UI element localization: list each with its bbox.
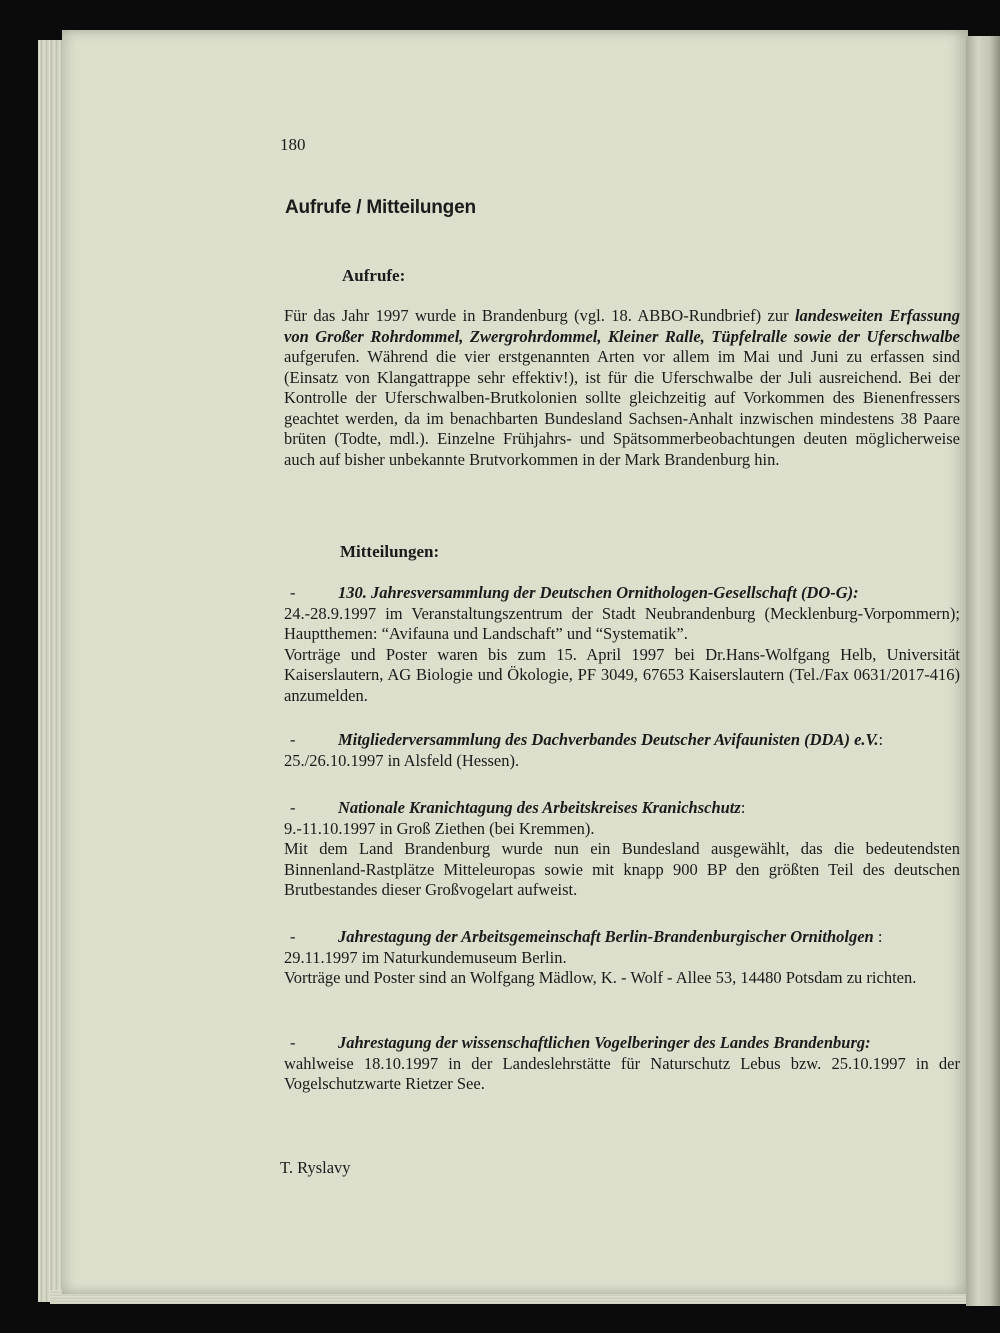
aufrufe-text-before: Für das Jahr 1997 wurde in Brandenburg (vgl. 18. ABBO-Rundbrief) zur [284, 306, 795, 325]
item-title: Mitgliederversammlung des Dachverbandes Deutscher Avifaunisten (DDA) e.V. [338, 730, 879, 749]
list-dash: - [290, 583, 296, 602]
item-line: Vorträge und Poster waren bis zum 15. April 1997 bei Dr.Hans-Wolfgang Helb, Universität Kaiserslautern, AG Biologie und Ökologie, PF 3049, 67653 Kaiserslautern (Tel./Fax 0631/2017-416) anzumelden. [284, 644, 960, 705]
item-body [284, 1054, 960, 1095]
aufrufe-text-after: aufgerufen. Während die vier erstgenannten Arten vor allem im Mai und Juni zu erfassen sind (Einsatz von Klangattrappe sehr effektiv!), ist für die Uferschwalbe der Juli ausreichend. Bei der Kontrolle der Uferschwalben-Brutkolonien sollte gleichzeitig auf Vorkommen des Bienenfressers geachtet werden, da im benachbarten Bundesland Sachsen-Anhalt inzwischen mindestens 38 Paare brüten (Todte, mdl.). Einzelne Frühjahrs- und Spätsommerbeobachtungen deuten möglicherweise auch auf bisher unbekannte Brutvorkommen in der Mark Brandenburg hin. [284, 347, 960, 469]
page-title: Aufrufe / Mitteilungen [285, 197, 476, 218]
item-body [284, 604, 960, 707]
page-number: 180 [280, 135, 306, 154]
item-heading [284, 583, 960, 604]
aufrufe-paragraph [284, 306, 960, 470]
item-line: 24.-28.9.1997 im Veranstaltungszentrum der Stadt Neubrandenburg (Mecklenburg-Vorpommern); Hauptthemen: “Avifauna und Landschaft” und “Systematik”. [284, 603, 960, 643]
mitteilung-item-beringer [284, 1033, 960, 1095]
item-body [284, 948, 960, 989]
mitteilung-item-kranich [284, 798, 960, 901]
item-line: 29.11.1997 im Naturkundemuseum Berlin. [284, 947, 567, 967]
item-body [284, 751, 960, 772]
aufrufe-emphasis: landesweiten Erfassung von Großer Rohrdommel, Zwergrohrdommel, Kleiner Ralle, Tüpfelralle sowie der Uferschwalbe [284, 306, 960, 346]
item-title-suffix: : [878, 730, 884, 749]
item-line: 9.-11.10.1997 in Groß Ziethen (bei Kremmen). [284, 818, 595, 838]
item-title-suffix: : [873, 927, 883, 946]
item-heading [284, 798, 960, 819]
list-dash: - [290, 1033, 296, 1052]
item-heading [284, 927, 960, 948]
item-heading [284, 730, 960, 751]
item-title: Jahrestagung der wissenschaftlichen Vogelberinger des Landes Brandenburg: [338, 1033, 871, 1052]
mitteilung-item-abbo [284, 927, 960, 989]
item-heading [284, 1033, 960, 1054]
list-dash: - [290, 927, 296, 946]
author-signature: T. Ryslavy [280, 1158, 351, 1177]
aufrufe-heading: Aufrufe: [342, 266, 406, 285]
mitteilung-item-dda [284, 730, 960, 771]
item-title: Jahrestagung der Arbeitsgemeinschaft Berlin-Brandenburgischer Ornitholgen [338, 927, 874, 946]
mitteilungen-heading: Mitteilungen: [340, 542, 440, 561]
item-line: 25./26.10.1997 in Alsfeld (Hessen). [284, 750, 520, 770]
item-body [284, 819, 960, 901]
item-line: wahlweise 18.10.1997 in der Landeslehrstätte für Naturschutz Lebus bzw. 25.10.1997 in der Vogelschutzwarte Rietzer See. [284, 1053, 960, 1093]
item-title: 130. Jahresversammlung der Deutschen Ornithologen-Gesellschaft (DO-G): [338, 583, 859, 602]
item-line: Vorträge und Poster sind an Wolfgang Mädlow, K. - Wolf - Allee 53, 14480 Potsdam zu richten. [284, 968, 917, 987]
item-line: Mit dem Land Brandenburg wurde nun ein Bundesland ausgewählt, das die bedeutendsten Binnenland-Rastplätze Mitteleuropas sowie mit knapp 900 BP den größten Teil des deutschen Brutbestandes dieser Großvogelart aufweist. [284, 839, 960, 899]
item-title-suffix: : [740, 798, 746, 817]
book-page [62, 30, 968, 1294]
list-dash: - [290, 730, 296, 749]
mitteilung-item-dog [284, 583, 960, 706]
book-right-edge [966, 36, 1000, 1306]
item-title: Nationale Kranichtagung des Arbeitskreises Kranichschutz [338, 798, 741, 817]
list-dash: - [290, 798, 296, 817]
